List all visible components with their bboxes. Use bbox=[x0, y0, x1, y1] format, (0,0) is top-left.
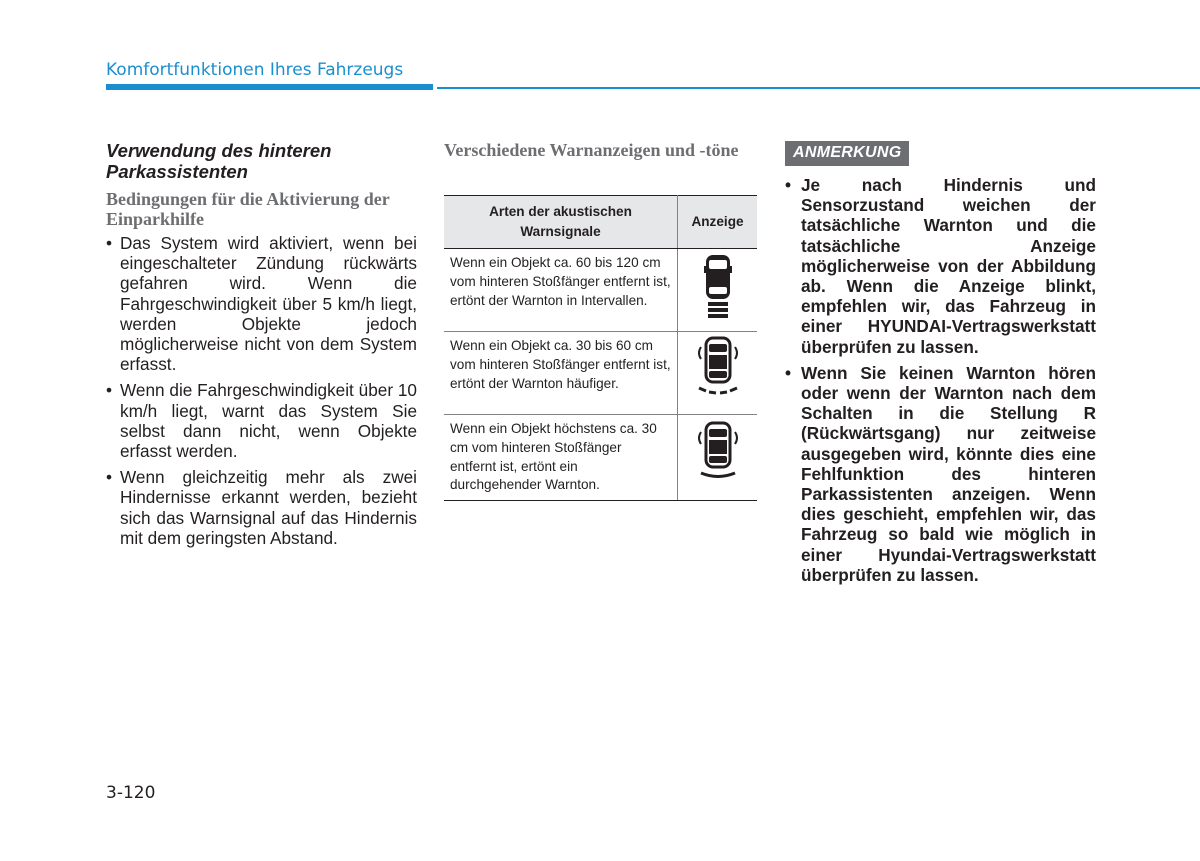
table-row bbox=[444, 415, 757, 501]
list-item: • Wenn Sie keinen Warnton hören oder wenn der Warnton nach dem Schalten in die Stellung R (Rückwärtsgang) nur zeitweise ausgegeben wird, könnte dies eine Fehlfunktion des hinteren Parkassistenten anzeigen. Wenn dies geschieht, empfehlen wir, das Fahrzeug so bald wie möglich in einer Hyundai-Vertragswerkstatt überprüfen zu lassen. bbox=[785, 363, 1096, 585]
section-header-title: Komfortfunktionen Ihres Fahrzeugs bbox=[106, 60, 404, 80]
table-row bbox=[444, 332, 757, 415]
table-cell-description: Wenn ein Objekt ca. 30 bis 60 cm vom hinteren Stoßfänger entfernt ist, ertönt der Warnton häufiger. bbox=[444, 332, 678, 415]
activation-subheading: Bedingungen für die Aktivierung der Einparkhilfe bbox=[106, 189, 390, 229]
table-cell-icon bbox=[678, 415, 758, 501]
list-item: • Wenn die Fahrgeschwindigkeit über 10 km/h liegt, warnt das System Sie selbst dann nicht, wenn Objekte erfasst werden. bbox=[106, 380, 417, 461]
car-rear-sensor-mid-icon bbox=[693, 335, 743, 405]
left-column bbox=[106, 140, 417, 554]
warning-signals-table bbox=[444, 195, 757, 501]
note-list bbox=[785, 175, 1096, 585]
section-heading: Verwendung des hinteren Parkassistenten bbox=[106, 140, 332, 182]
table-row bbox=[444, 249, 757, 332]
list-item: • Das System wird aktiviert, wenn bei eingeschalteter Zündung rückwärts gefahren wird. Wenn die Fahrgeschwindigkeit über 5 km/h liegt, werden Objekte jedoch möglicherweise nicht von dem System erfasst. bbox=[106, 233, 417, 374]
table-header-row bbox=[444, 196, 757, 249]
header-rule bbox=[437, 87, 1200, 89]
list-item: • Wenn gleichzeitig mehr als zwei Hindernisse erkannt werden, bezieht sich das Warnsignal auf das Hindernis mit dem geringsten Abstand. bbox=[106, 467, 417, 548]
car-rear-sensor-far-icon bbox=[696, 252, 740, 322]
warnings-heading: Verschiedene Warnanzeigen und -töne bbox=[444, 140, 739, 160]
right-column bbox=[785, 175, 1096, 591]
header-bar-accent bbox=[106, 84, 433, 90]
car-rear-sensor-near-icon bbox=[693, 420, 743, 490]
column-header-signal-types: Arten der akustischen Warnsignale bbox=[444, 196, 678, 249]
column-header-display: Anzeige bbox=[678, 196, 758, 249]
table-cell-icon bbox=[678, 332, 758, 415]
table-cell-icon bbox=[678, 249, 758, 332]
note-badge: ANMERKUNG bbox=[785, 141, 909, 166]
middle-column bbox=[444, 140, 757, 160]
list-item: • Je nach Hindernis und Sensorzustand weichen der tatsächliche Warnton und die tatsächliche Anzeige möglicherweise von der Abbildung ab. Wenn die Anzeige blinkt, empfehlen wir, das Fahrzeug in einer HYUNDAI-Vertragswerkstatt überprüfen zu lassen. bbox=[785, 175, 1096, 357]
table-cell-description: Wenn ein Objekt höchstens ca. 30 cm vom hinteren Stoßfänger entfernt ist, ertönt ein durchgehender Warnton. bbox=[444, 415, 678, 501]
activation-conditions-list bbox=[106, 233, 417, 548]
page-number: 3-120 bbox=[106, 783, 156, 803]
table-cell-description: Wenn ein Objekt ca. 60 bis 120 cm vom hinteren Stoßfänger entfernt ist, ertönt der Warnton in Intervallen. bbox=[444, 249, 678, 332]
